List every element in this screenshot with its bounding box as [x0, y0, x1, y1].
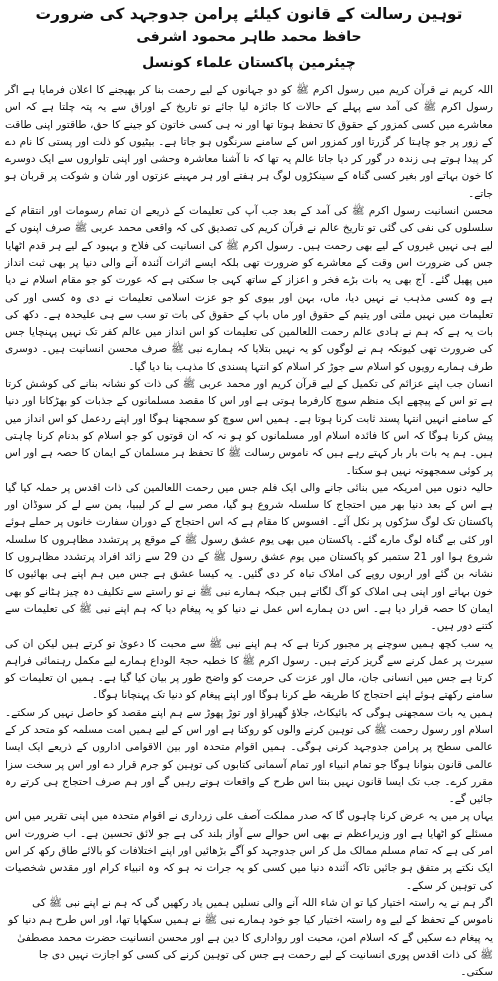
- article-paragraph: انسان جب اپنے عزائم کی تکمیل کے لیے قرآن کریم اور محمد عربی ﷺ کی ذات کو نشانہ بنانے کی کوشش کرتا ہے تو اس کے پیچھے ایک منظم سوچ کارفرما ہوتی ہے اور اس کا مقصد مسلمانوں کے جذبات کو بھڑکانا اور دنیا کے سامنے انہیں انتہا پسند ثابت کرنا ہوتا ہے۔ ہمیں اس سوچ کو سمجھنا ہوگا اور اپنے ردعمل کو اس انداز میں پیش کرنا ہوگا کہ اس کا فائدہ اسلام اور مسلمانوں کو ہو نہ کہ ان قوتوں کو جو اسلام کو بدنام کرنا چاہتی ہیں۔ ہم یہ بات بار بار کہتے رہے ہیں کہ ناموس رسالت ﷺ کا تحفظ ہر مسلمان کے ایمان کا حصہ ہے اور اس پر کوئی سمجھوتہ نہیں ہو سکتا۔: [5, 378, 493, 477]
- author-name: حافظ محمد طاہر محمود اشرفی: [136, 29, 362, 45]
- article-paragraph: اللہ کریم نے قرآن کریم میں رسول اکرم ﷺ کو دو جہانوں کے لیے رحمت بنا کر بھیجنے کا اعلان فرمایا ہے اگر رسول اکرم ﷺ کی آمد سے پہلے کے حالات کا جائزہ لیا جائے تو تاریخ کے اوراق سے یہ پتہ چلتا ہے کہ اس معاشرے میں کسی کمزور کے حقوق کا تحفظ ہوتا تھا اور نہ ہی کسی خاتون کو جینے کا حق، طاقتور اپنی طاقت کے زور پر جو چاہتا کر گزرتا اور کمزور اس کے سامنے سرنگوں ہو جاتا ہے۔ بیٹیوں کو ذلت اور پستی کا نام دے کر پیدا ہوتے ہی زندہ در گور کر دیا جاتا عالم یہ تھا کہ نا آشنا معاشرہ وحشی اور اپنی تلواروں سے ایک دوسرے کا خون بہاتے اور بغیر کسی گناہ کے سینکڑوں لوگ ہر ہفتے اور ہر مہینے عزتوں اور شان و شوکت پر قربان ہو جاتے۔: [5, 84, 493, 200]
- article-paragraph: ہمیں یہ بات سمجھنی ہوگی کہ بائیکاٹ، جلاؤ گھیراؤ اور توڑ پھوڑ سے ہم اپنے مقصد کو حاصل نہیں کر سکتے۔ اسلام اور رسول رحمت ﷺ کی توہین کرنے والوں کو روکنا ہے اور اس کے لیے ہمیں امت مسلمہ کو متحد کر کے عالمی سطح پر پرامن جدوجہد کرنی ہوگی۔ ہمیں اقوام متحدہ اور بین الاقوامی اداروں کے ذریعے ایک ایسا عالمی قانون بنوانا ہوگا جو تمام انبیاء اور تمام آسمانی کتابوں کی توہین کو جرم قرار دے اور اس پر سخت سزا مقرر کرے۔ جب تک ایسا قانون نہیں بنتا اس طرح کے واقعات ہوتے رہیں گے اور ہم صرف احتجاج ہی کرتے رہ جائیں گے۔: [5, 706, 493, 806]
- article-paragraph: محسن انسانیت رسول اکرم ﷺ کی آمد کے بعد جب آپ کی تعلیمات کے ذریعے ان تمام رسومات اور انتقام کے سلسلوں کی نفی کی گئی تو تاریخ عالم نے قرآن کریم کی تصدیق کی کہ واقعی محمد عربی ﷺ صرف اپنوں کے لیے ہی نہیں غیروں کے لیے بھی رحمت ہیں۔ رسول اکرم ﷺ کی انسانیت کی فلاح و بہبود کے لیے ہر قدم اٹھایا جس کی ضرورت اس وقت کے معاشرے کو ضرورت تھی بلکہ ایسے اثرات آئندہ آنے والی دنیا پر بھی ثبت انداز میں پھیل گئے۔ آج بھی یہ بات بڑے فخر و اعزاز کے ساتھ کہی جا سکتی ہے کہ عورت کو جو مقام اسلام نے دیا ہے وہ کسی مذہب نے نہیں دیا، ماں، بہن اور بیوی کو جو عزت اسلامی تعلیمات نے دی وہ کسی اور کی تعلیمات میں نہیں ملتی اور یتیم کے حقوق اور ماں باپ کے حقوق کی بات تو سب سے ہی علیحدہ ہے۔ دکھ کی بات یہ ہے کہ ہم نے ہادی عالم رحمت اللعالمین کی تعلیمات کو اس انداز میں عالم کفر تک نہیں پہنچایا جس کی ضرورت تھی کیونکہ ہم نے لوگوں کو یہ نہیں بتلایا کہ ہمارے نبی ﷺ صرف محسن انسانیت ہیں۔ دوسری طرف ہمارے رویوں کو اسلام سے جوڑ کر اسلام کو انتہا پسندی کا مذہب بنا دیا گیا۔: [5, 205, 493, 373]
- article-headline: توہین رسالت کے قانون کیلئے پرامن جدوجہد کی ضرورت: [35, 5, 463, 23]
- article-header: [5, 4, 493, 72]
- article-paragraph: اگر ہم نے یہ راستہ اختیار کیا تو ان شاء اللہ آنے والی نسلیں ہمیں یاد رکھیں گی کہ ہم نے اپنے نبی ﷺ کی ناموس کے تحفظ کے لیے وہ راستہ اختیار کیا جو خود ہمارے نبی ﷺ نے ہمیں سکھایا تھا، اور اس طرح ہم دنیا کو یہ پیغام دے سکیں گے کہ اسلام امن، محبت اور رواداری کا دین ہے اور محسن انسانیت حضرت محمد مصطفیٰ ﷺ کی ذات اقدس پوری انسانیت کے لیے رحمت ہے جس کی توہین کرنے کی کسی کو اجازت نہیں دی جا سکتی۔: [8, 896, 493, 979]
- article-paragraph: حالیہ دنوں میں امریکہ میں بنائی جانے والی ایک فلم جس میں رحمت اللعالمین کی ذات اقدس پر حملہ کیا گیا ہے اس کے بعد دنیا بھر میں احتجاج کا سلسلہ شروع ہو گیا، مصر سے لے کر لیبیا، یمن سے لے کر سوڈان اور پاکستان تک لوگ سڑکوں پر نکل آئے۔ افسوس کا مقام ہے کہ اس احتجاج کے دوران سفارت خانوں پر حملے ہوئے اور کئی بے گناہ لوگ مارے گئے۔ پاکستان میں بھی یوم عشق رسول ﷺ کے موقع پر پرتشدد مظاہروں کا سلسلہ شروع ہوا اور 21 ستمبر کو پاکستان میں یوم عشق رسول ﷺ کے دن 29 سے زائد افراد پرتشدد مظاہروں کا نشانہ بن گئے اور اربوں روپے کی املاک تباہ کر دی گئیں۔ یہ کیسا عشق ہے جس میں ہم اپنے ہی بھائیوں کا خون بہاتے اور اپنی ہی املاک کو آگ لگاتے ہیں جبکہ ہمارے نبی ﷺ نے تو راستے سے تکلیف دہ چیز ہٹانے کو بھی ایمان کا حصہ قرار دیا ہے۔ اس دن ہمارے اس عمل نے دنیا کو یہ پیغام دیا کہ ہم اپنے نبی ﷺ کی تعلیمات سے کتنے دور ہیں۔: [5, 481, 494, 633]
- article-paragraph: یہاں پر میں یہ عرض کرنا چاہوں گا کہ صدر مملکت آصف علی زرداری نے اقوام متحدہ میں اپنی تقریر میں اس مسئلے کو اٹھایا ہے اور وزیراعظم نے بھی اس حوالے سے آواز بلند کی ہے جو لائق تحسین ہے۔ اب ضرورت اس امر کی ہے کہ تمام مسلم ممالک مل کر اس جدوجہد کو آگے بڑھائیں اور اپنے اختلافات کو بالائے طاق رکھ کر اس ایک نکتے پر متفق ہو جائیں تاکہ آئندہ دنیا میں کسی کو یہ جرات نہ ہو کہ وہ انبیاء کرام اور مقدس شخصیات کی توہین کر سکے۔: [5, 810, 493, 892]
- article-paragraph: یہ سب کچھ ہمیں سوچنے پر مجبور کرتا ہے کہ ہم اپنے نبی ﷺ سے محبت کا دعویٰ تو کرتے ہیں لیکن ان کی سیرت پر عمل کرنے سے گریز کرتے ہیں۔ رسول اکرم ﷺ کا خطبہ حجۃ الوداع ہمارے لیے مکمل رہنمائی فراہم کرتا ہے جس میں انسانی جان، مال اور عزت کی حرمت کو واضح طور پر بیان کیا گیا ہے۔ ہمیں ان تعلیمات کو سامنے رکھتے ہوئے اپنے احتجاج کا طریقہ طے کرنا ہوگا اور اپنے پیغام کو دنیا تک پہنچانا ہوگا۔: [5, 637, 493, 702]
- article-body: [5, 82, 493, 981]
- author-role: چیئرمین پاکستان علماء کونسل: [142, 55, 356, 71]
